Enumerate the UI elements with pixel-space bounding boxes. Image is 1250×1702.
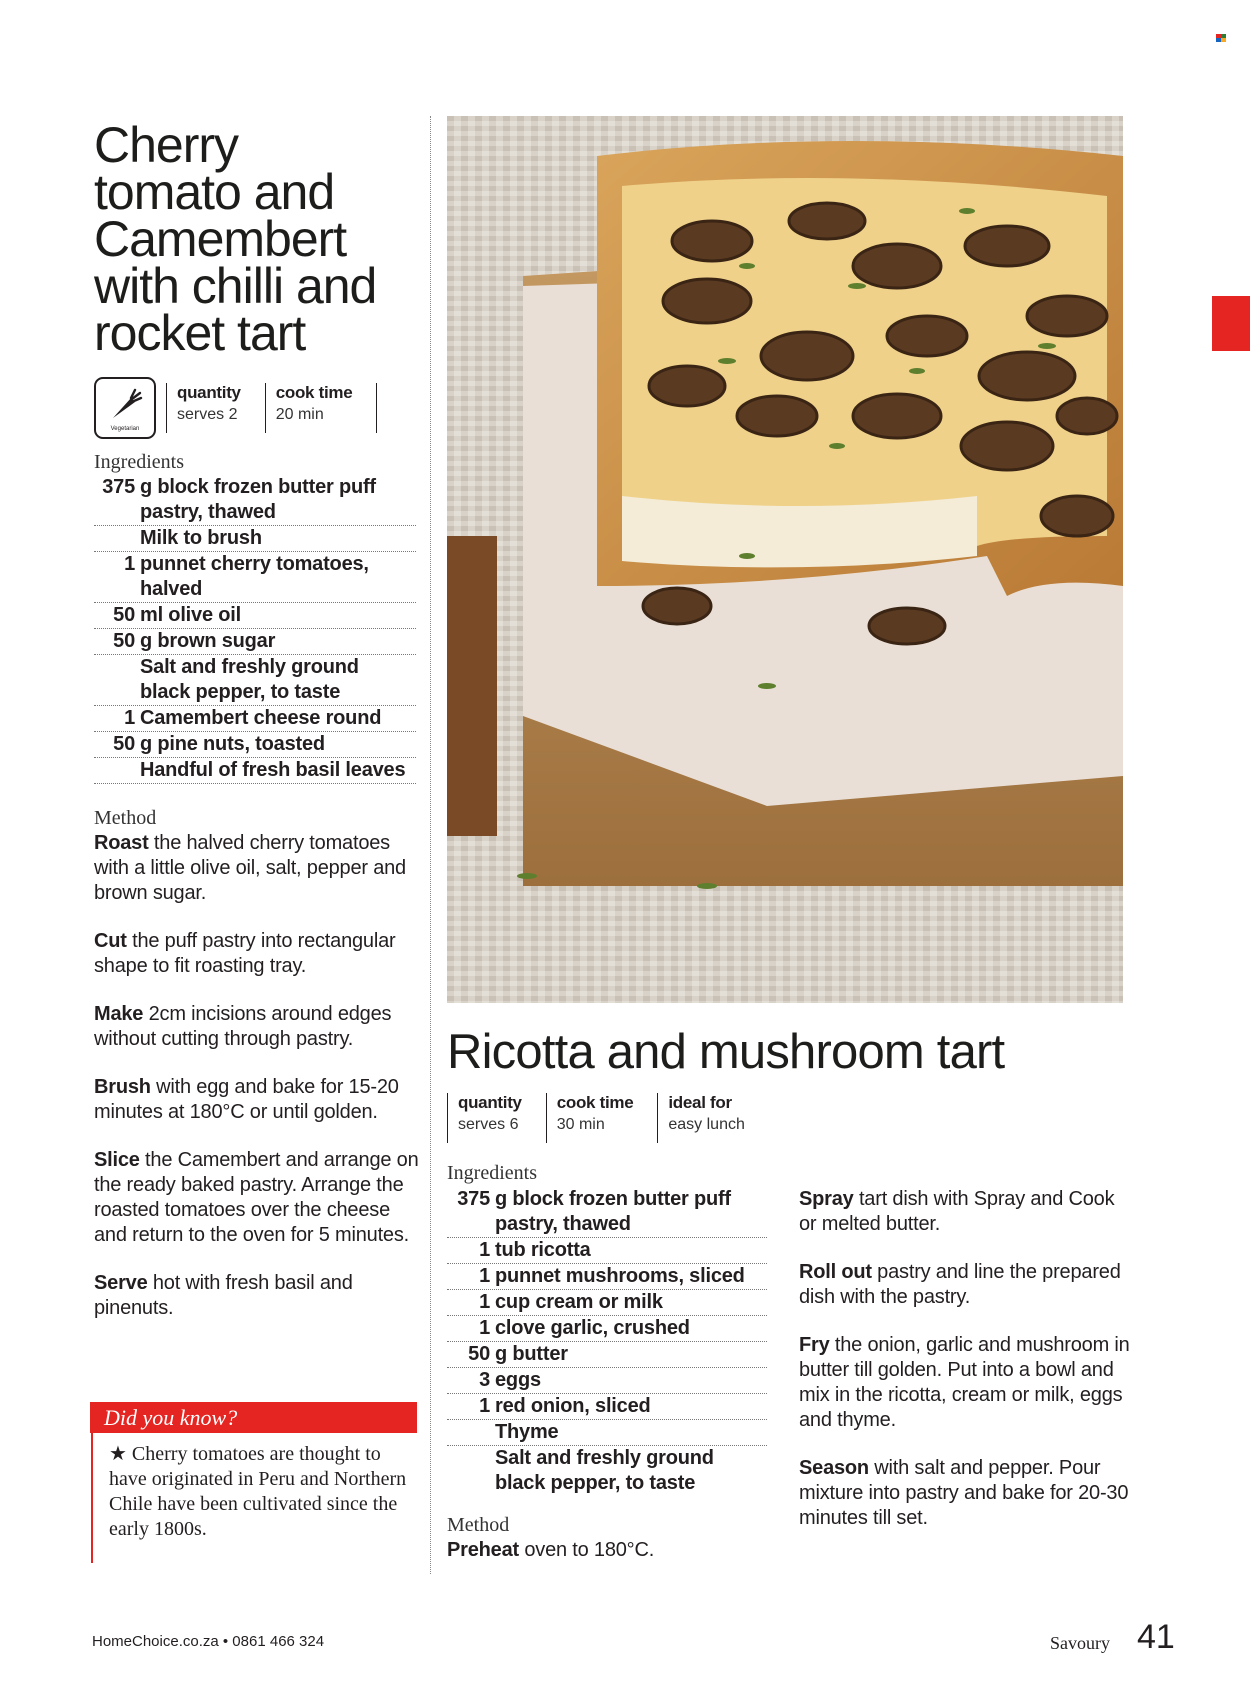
vegetarian-badge xyxy=(94,377,156,439)
ingredient-qty: 375 xyxy=(457,1188,490,1210)
ingredient-row xyxy=(94,552,416,603)
meta-value: 30 min xyxy=(556,1116,605,1133)
method-step xyxy=(447,1538,767,1563)
did-you-know-rule xyxy=(91,1433,93,1563)
ingredient-text: Salt and freshly ground xyxy=(140,656,359,678)
meta-cook-time xyxy=(265,383,378,433)
method-text: with salt and pepper. Pour mixture into pastry and bake for 20-30 minutes till set. xyxy=(799,1457,1129,1529)
recipe1-method-heading: Method xyxy=(94,807,157,829)
meta-quantity xyxy=(166,383,265,433)
ingredient-qty: 1 xyxy=(479,1317,490,1339)
did-you-know-text: ★ Cherry tomatoes are thought to have originated in Peru and Northern Chile have been cultivated since the early 1800s. xyxy=(109,1443,407,1540)
method-step xyxy=(799,1333,1134,1433)
recipe1-title-line: with chilli and xyxy=(94,258,377,314)
ingredient-row xyxy=(447,1316,767,1342)
ingredient-text: Milk to brush xyxy=(140,527,262,549)
footer-contact: HomeChoice.co.za • 0861 466 324 xyxy=(92,1633,325,1650)
ingredient-qty: 1 xyxy=(479,1395,490,1417)
ingredient-row xyxy=(447,1290,767,1316)
ingredient-qty xyxy=(447,1446,495,1496)
ingredient-row xyxy=(447,1420,767,1446)
ingredient-row xyxy=(447,1394,767,1420)
ingredient-row xyxy=(94,706,416,732)
method-verb: Spray xyxy=(799,1188,854,1210)
ingredient-qty xyxy=(94,758,140,783)
method-text: the puff pastry into rectangular shape to fit roasting tray. xyxy=(94,930,396,977)
recipe1-method xyxy=(94,831,420,1344)
recipe1-title-line: Cherry xyxy=(94,117,239,173)
ingredient-text: clove garlic, crushed xyxy=(495,1317,690,1339)
method-step xyxy=(94,831,420,906)
meta-key: cook time xyxy=(275,383,353,402)
ingredient-qty xyxy=(447,1420,495,1445)
method-verb: Season xyxy=(799,1457,869,1479)
method-text: 2cm incisions around edges without cutting through pastry. xyxy=(94,1003,392,1050)
meta-quantity xyxy=(447,1093,546,1143)
meta-value: easy lunch xyxy=(668,1116,745,1133)
recipe1-title-line: Camembert xyxy=(94,211,347,267)
vegetarian-label: Vegetarian xyxy=(110,426,140,432)
ingredient-text: tub ricotta xyxy=(495,1239,591,1261)
ingredient-qty: 1 xyxy=(124,707,135,729)
method-verb: Cut xyxy=(94,930,127,952)
did-you-know-banner: Did you know? xyxy=(90,1402,417,1433)
recipe2-method-first xyxy=(447,1538,767,1586)
recipe2-ingredients-list xyxy=(447,1187,767,1496)
method-verb: Roast xyxy=(94,832,149,854)
meta-value: 20 min xyxy=(275,406,324,423)
ingredient-qty: 1 xyxy=(479,1291,490,1313)
section-tab-marker xyxy=(1212,296,1250,351)
method-text: tart dish with Spray and Cook or melted butter. xyxy=(799,1188,1115,1235)
ingredient-row xyxy=(447,1446,767,1496)
ingredient-text-cont: pastry, thawed xyxy=(495,1213,631,1235)
ingredient-qty: 1 xyxy=(479,1239,490,1261)
ingredient-row xyxy=(94,732,416,758)
ingredient-row xyxy=(94,603,416,629)
tart-photo xyxy=(447,116,1123,1003)
ingredient-text: g pine nuts, toasted xyxy=(140,733,325,755)
ingredient-qty xyxy=(94,655,140,705)
ingredient-row xyxy=(94,758,416,784)
ingredient-row xyxy=(94,475,416,526)
ingredient-row xyxy=(447,1368,767,1394)
ingredient-qty: 50 xyxy=(113,604,135,626)
method-step xyxy=(94,1075,420,1125)
method-verb: Serve xyxy=(94,1272,148,1294)
carrot-icon xyxy=(105,384,145,424)
method-text: hot with fresh basil and pinenuts. xyxy=(94,1272,353,1319)
ingredient-row xyxy=(447,1342,767,1368)
method-verb: Fry xyxy=(799,1334,830,1356)
ingredient-row xyxy=(94,629,416,655)
method-step xyxy=(94,1271,420,1321)
method-verb: Preheat xyxy=(447,1539,519,1561)
column-divider xyxy=(430,116,431,1574)
corner-color-mark xyxy=(1216,34,1226,42)
meta-key: quantity xyxy=(458,1093,522,1112)
footer-section-name: Savoury xyxy=(1050,1633,1110,1653)
ingredient-row xyxy=(94,655,416,706)
ingredient-text: eggs xyxy=(495,1369,541,1391)
ingredient-text-cont: pastry, thawed xyxy=(140,501,276,523)
method-step xyxy=(799,1260,1134,1310)
ingredient-text: Thyme xyxy=(495,1421,559,1443)
ingredient-text: g block frozen butter puff xyxy=(140,476,376,498)
ingredient-row xyxy=(447,1187,767,1238)
ingredient-text: g brown sugar xyxy=(140,630,276,652)
method-text: the onion, garlic and mushroom in butter till golden. Put into a bowl and mix in the ricotta, cream or milk, eggs and thyme. xyxy=(799,1334,1130,1431)
wooden-handle xyxy=(447,536,497,836)
method-text: oven to 180°C. xyxy=(518,1539,655,1561)
method-step xyxy=(799,1456,1134,1531)
method-step xyxy=(94,929,420,979)
ingredient-qty: 375 xyxy=(102,476,135,498)
recipe1-title xyxy=(94,117,424,361)
ingredient-text: g block frozen butter puff xyxy=(495,1188,731,1210)
recipe2-ingredients-heading: Ingredients xyxy=(447,1162,537,1184)
ingredient-text: Handful of fresh basil leaves xyxy=(140,759,406,781)
recipe2-method xyxy=(799,1187,1134,1554)
method-text: pastry and line the prepared dish with the pastry. xyxy=(799,1261,1121,1308)
ingredient-text-cont: black pepper, to taste xyxy=(495,1472,696,1494)
meta-cook-time xyxy=(546,1093,658,1143)
meta-value: serves 2 xyxy=(177,406,238,423)
method-text: the Camembert and arrange on the ready baked pastry. Arrange the roasted tomatoes over the cheese and return to the oven for 5 minutes. xyxy=(94,1149,419,1246)
ingredient-text: cup cream or milk xyxy=(495,1291,663,1313)
method-text: with egg and bake for 15-20 minutes at 180°C or until golden. xyxy=(94,1076,399,1123)
method-verb: Roll out xyxy=(799,1261,872,1283)
ingredient-row xyxy=(447,1238,767,1264)
ingredient-text: punnet cherry tomatoes, xyxy=(140,553,369,575)
recipe1-ingredients-heading: Ingredients xyxy=(94,451,184,473)
ingredient-qty: 3 xyxy=(479,1369,490,1391)
ingredient-text: punnet mushrooms, sliced xyxy=(495,1265,745,1287)
ingredient-text-cont: black pepper, to taste xyxy=(140,681,341,703)
ingredient-qty xyxy=(94,526,140,551)
recipe1-meta xyxy=(166,383,377,433)
method-step xyxy=(94,1002,420,1052)
ingredient-text: Camembert cheese round xyxy=(140,707,382,729)
method-step xyxy=(94,1148,420,1248)
meta-ideal-for xyxy=(657,1093,769,1143)
recipe1-ingredients-list xyxy=(94,475,416,784)
ingredient-text: ml olive oil xyxy=(140,604,241,626)
recipe2-meta xyxy=(447,1093,769,1143)
tart-cut-face xyxy=(622,496,977,567)
meta-key: quantity xyxy=(177,383,241,402)
ingredient-text: g butter xyxy=(495,1343,568,1365)
ingredient-text: Salt and freshly ground xyxy=(495,1447,714,1469)
method-verb: Slice xyxy=(94,1149,140,1171)
method-step xyxy=(799,1187,1134,1237)
ingredient-qty: 50 xyxy=(113,733,135,755)
ingredient-text: red onion, sliced xyxy=(495,1395,651,1417)
method-text: the halved cherry tomatoes with a little olive oil, salt, pepper and brown sugar. xyxy=(94,832,406,904)
recipe1-title-line: rocket tart xyxy=(94,305,306,361)
ingredient-qty: 1 xyxy=(479,1265,490,1287)
ingredient-qty: 50 xyxy=(113,630,135,652)
method-verb: Make xyxy=(94,1003,144,1025)
meta-key: ideal for xyxy=(668,1093,732,1112)
recipe1-title-line: tomato and xyxy=(94,164,335,220)
ingredient-text-cont: halved xyxy=(140,578,203,600)
meta-value: serves 6 xyxy=(458,1116,519,1133)
meta-key: cook time xyxy=(556,1093,634,1112)
ingredient-qty: 1 xyxy=(124,553,135,575)
ingredient-qty: 50 xyxy=(468,1343,490,1365)
recipe2-method-heading: Method xyxy=(447,1514,510,1536)
page-number: 41 xyxy=(1137,1618,1175,1656)
method-verb: Brush xyxy=(94,1076,151,1098)
ingredient-row xyxy=(447,1264,767,1290)
ingredient-row xyxy=(94,526,416,552)
recipe2-title: Ricotta and mushroom tart xyxy=(447,1025,1005,1079)
